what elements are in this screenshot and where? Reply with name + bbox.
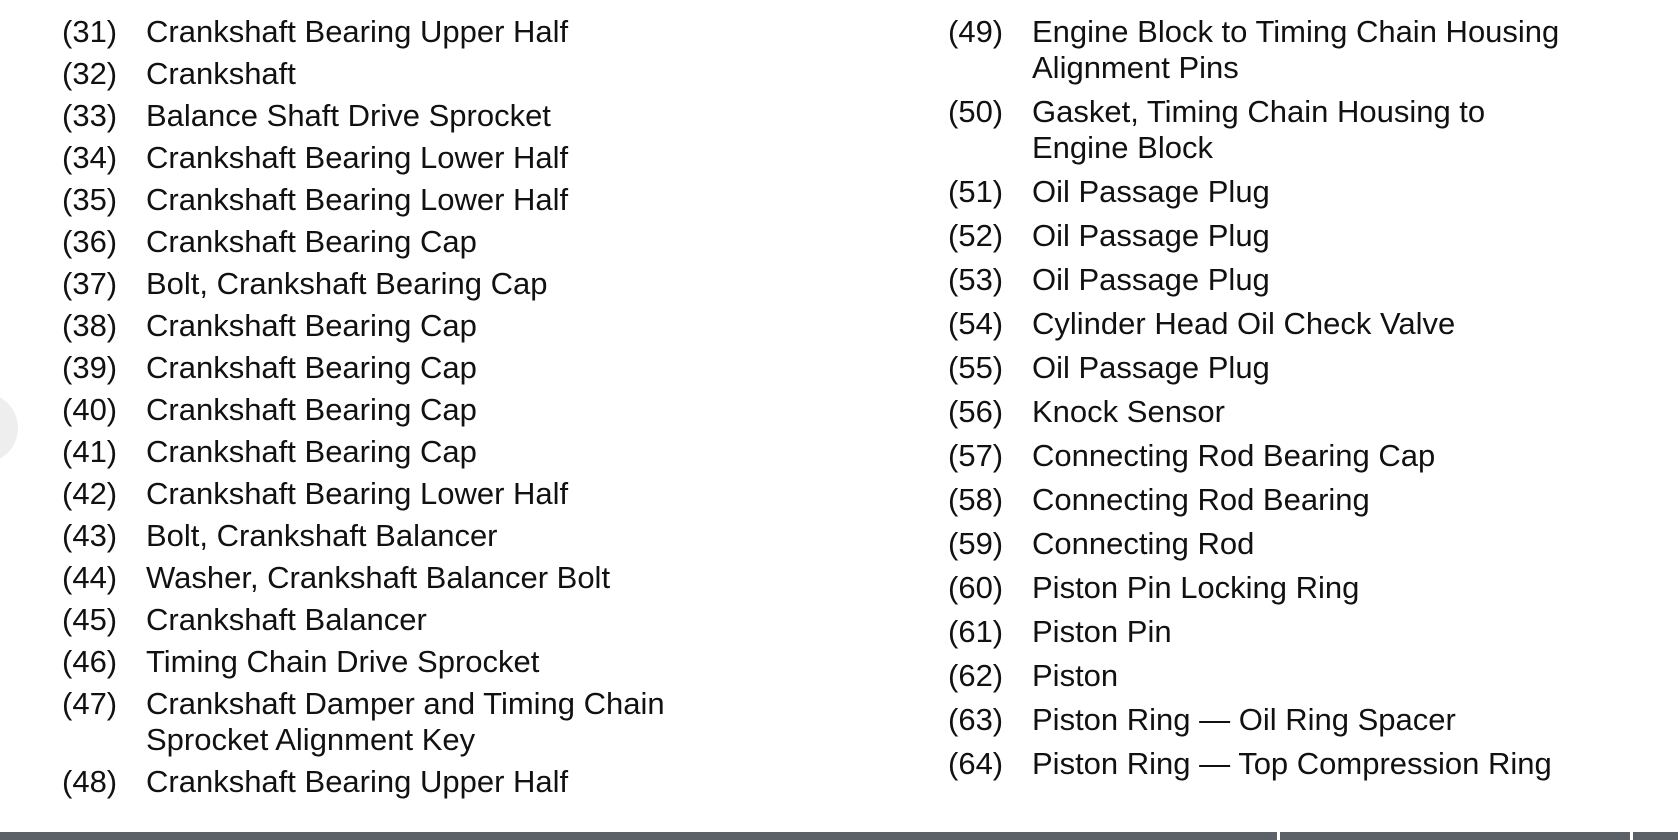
part-name: Piston Ring — Oil Ring Spacer xyxy=(1032,702,1456,737)
part-name: Engine Block to Timing Chain Housing Alignment Pins xyxy=(1032,14,1560,85)
part-name: Crankshaft Balancer xyxy=(146,602,427,637)
part-list-item xyxy=(62,308,882,344)
side-tab-handle[interactable] xyxy=(0,393,18,463)
part-name: Crankshaft Bearing Lower Half xyxy=(146,476,569,511)
part-list-item xyxy=(948,306,1668,342)
part-name: Crankshaft Damper and Timing Chain Sprocket Alignment Key xyxy=(146,686,665,757)
part-number: (42) xyxy=(62,476,118,511)
part-number: (38) xyxy=(62,308,118,343)
part-name: Oil Passage Plug xyxy=(1032,262,1270,297)
part-number: (49) xyxy=(948,14,1004,49)
part-list-item xyxy=(62,14,882,50)
part-list-item xyxy=(62,476,882,512)
part-name: Crankshaft xyxy=(146,56,296,91)
part-number: (61) xyxy=(948,614,1004,649)
part-number: (45) xyxy=(62,602,118,637)
part-name: Crankshaft Bearing Lower Half xyxy=(146,140,569,175)
part-list-item xyxy=(948,526,1668,562)
part-list-item xyxy=(948,394,1668,430)
part-name: Connecting Rod Bearing xyxy=(1032,482,1370,517)
part-name: Gasket, Timing Chain Housing to Engine Block xyxy=(1032,94,1486,165)
part-name: Crankshaft Bearing Cap xyxy=(146,392,477,427)
part-number: (31) xyxy=(62,14,118,49)
part-number: (47) xyxy=(62,686,118,721)
part-number: (52) xyxy=(948,218,1004,253)
part-list-item xyxy=(62,518,882,554)
part-name: Oil Passage Plug xyxy=(1032,174,1270,209)
part-list-item xyxy=(948,350,1668,386)
part-name: Timing Chain Drive Sprocket xyxy=(146,644,540,679)
part-list-item xyxy=(62,350,882,386)
part-number: (35) xyxy=(62,182,118,217)
part-name: Piston Pin xyxy=(1032,614,1172,649)
part-list-item xyxy=(948,14,1668,86)
part-number: (56) xyxy=(948,394,1004,429)
part-list-item xyxy=(62,434,882,470)
part-list-item xyxy=(948,174,1668,210)
part-number: (37) xyxy=(62,266,118,301)
part-number: (33) xyxy=(62,98,118,133)
parts-list-left xyxy=(62,14,882,806)
part-list-item xyxy=(62,182,882,218)
part-name: Connecting Rod xyxy=(1032,526,1255,561)
part-number: (36) xyxy=(62,224,118,259)
part-name: Knock Sensor xyxy=(1032,394,1225,429)
toolbar-divider xyxy=(1630,832,1633,840)
part-name: Bolt, Crankshaft Balancer xyxy=(146,518,498,553)
part-list-item xyxy=(62,98,882,134)
bottom-toolbar-bar xyxy=(0,832,1678,840)
part-number: (58) xyxy=(948,482,1004,517)
part-number: (34) xyxy=(62,140,118,175)
part-number: (64) xyxy=(948,746,1004,781)
part-list-item xyxy=(62,392,882,428)
part-list-item xyxy=(62,224,882,260)
part-name: Oil Passage Plug xyxy=(1032,218,1270,253)
part-list-item xyxy=(948,570,1668,606)
part-number: (41) xyxy=(62,434,118,469)
part-name: Crankshaft Bearing Cap xyxy=(146,224,477,259)
part-name: Connecting Rod Bearing Cap xyxy=(1032,438,1436,473)
part-number: (51) xyxy=(948,174,1004,209)
part-name: Washer, Crankshaft Balancer Bolt xyxy=(146,560,611,595)
part-number: (44) xyxy=(62,560,118,595)
part-number: (59) xyxy=(948,526,1004,561)
part-list-item xyxy=(948,218,1668,254)
part-list-item xyxy=(948,658,1668,694)
part-number: (54) xyxy=(948,306,1004,341)
part-number: (39) xyxy=(62,350,118,385)
toolbar-divider xyxy=(1277,832,1280,840)
part-name: Balance Shaft Drive Sprocket xyxy=(146,98,551,133)
parts-list-right xyxy=(948,14,1668,790)
part-list-item xyxy=(948,482,1668,518)
part-list-item xyxy=(948,702,1668,738)
part-list-item xyxy=(62,686,882,758)
part-name: Piston Ring — Top Compression Ring xyxy=(1032,746,1552,781)
part-number: (62) xyxy=(948,658,1004,693)
part-number: (46) xyxy=(62,644,118,679)
part-number: (53) xyxy=(948,262,1004,297)
part-list-item xyxy=(62,560,882,596)
part-name: Crankshaft Bearing Cap xyxy=(146,350,477,385)
part-name: Crankshaft Bearing Cap xyxy=(146,434,477,469)
part-number: (50) xyxy=(948,94,1004,129)
part-list-item xyxy=(62,266,882,302)
part-list-item xyxy=(62,140,882,176)
part-number: (55) xyxy=(948,350,1004,385)
part-list-item xyxy=(62,602,882,638)
part-name: Cylinder Head Oil Check Valve xyxy=(1032,306,1456,341)
part-number: (63) xyxy=(948,702,1004,737)
part-list-item xyxy=(948,94,1668,166)
part-name: Piston xyxy=(1032,658,1119,693)
part-list-item xyxy=(62,644,882,680)
part-list-item xyxy=(948,262,1668,298)
part-list-item xyxy=(62,764,882,800)
part-name: Crankshaft Bearing Cap xyxy=(146,308,477,343)
part-number: (60) xyxy=(948,570,1004,605)
part-number: (48) xyxy=(62,764,118,799)
part-name: Piston Pin Locking Ring xyxy=(1032,570,1360,605)
part-list-item xyxy=(948,438,1668,474)
part-number: (57) xyxy=(948,438,1004,473)
part-list-item xyxy=(948,614,1668,650)
part-list-item xyxy=(62,56,882,92)
part-name: Crankshaft Bearing Upper Half xyxy=(146,14,569,49)
part-list-item xyxy=(948,746,1668,782)
part-number: (40) xyxy=(62,392,118,427)
part-name: Crankshaft Bearing Upper Half xyxy=(146,764,569,799)
part-name: Bolt, Crankshaft Bearing Cap xyxy=(146,266,548,301)
part-number: (43) xyxy=(62,518,118,553)
part-name: Crankshaft Bearing Lower Half xyxy=(146,182,569,217)
part-number: (32) xyxy=(62,56,118,91)
part-name: Oil Passage Plug xyxy=(1032,350,1270,385)
